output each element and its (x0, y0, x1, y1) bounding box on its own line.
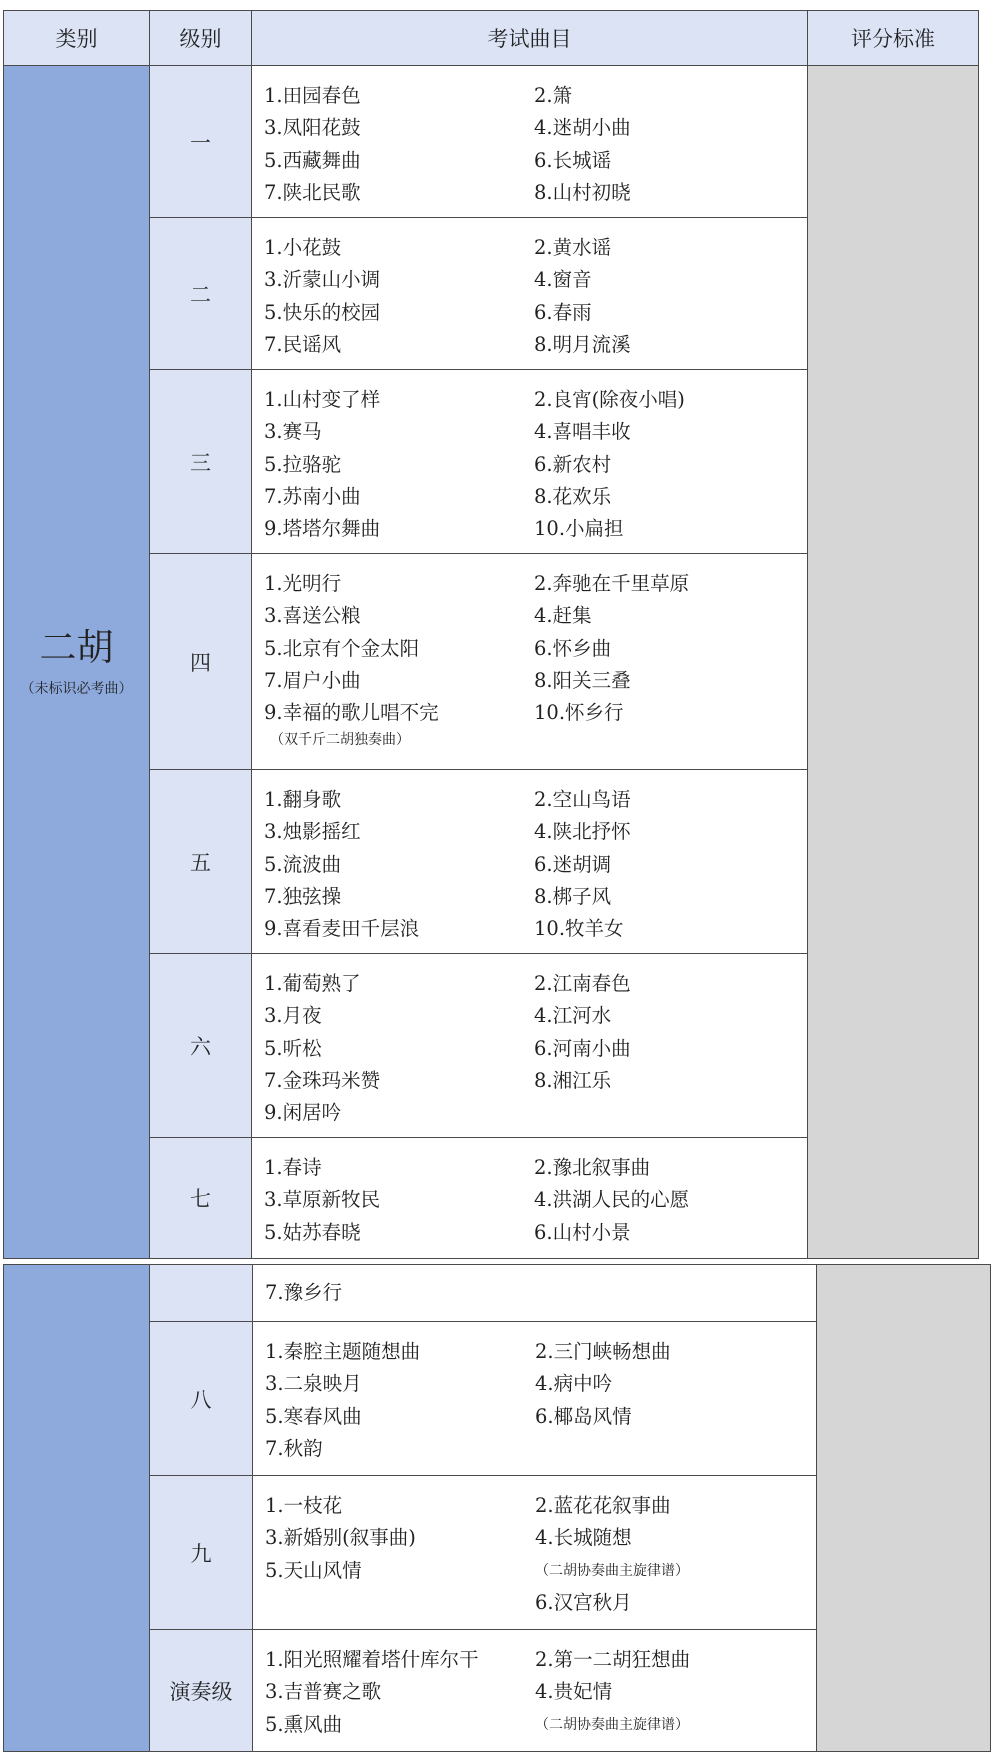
song-list (252, 218, 808, 370)
song-item: 5.快乐的校园 (264, 300, 381, 324)
song-item: 4.喜唱丰收 (534, 420, 631, 444)
song-item: 3.草原新牧民 (264, 1188, 381, 1212)
song-item: 1.小花鼓 (264, 236, 342, 259)
song-item: 1.秦腔主题随想曲 (265, 1340, 421, 1363)
song-item: 9.幸福的歌儿唱不完 (264, 701, 439, 725)
song-item: 2.蓝花花叙事曲 (535, 1494, 671, 1517)
song-item: 6.椰岛风情 (535, 1404, 632, 1428)
song-item: 2.箫 (534, 84, 573, 107)
song-item: 3.吉普赛之歌 (265, 1680, 382, 1704)
song-item: 5.姑苏春晓 (264, 1220, 361, 1244)
level-label: 八 (150, 1322, 253, 1476)
song-item: 1.山村变了样 (264, 388, 381, 411)
level-label: 五 (150, 770, 252, 954)
song-item: 6.山村小景 (534, 1220, 631, 1244)
level-row (4, 66, 979, 218)
song-list (252, 554, 808, 770)
song-item: 3.烛影摇红 (264, 820, 361, 844)
song-item: 7.秋韵 (265, 1436, 323, 1460)
song-item: 10.怀乡行 (534, 701, 624, 725)
song-item: 7.陕北民歌 (264, 180, 361, 204)
song-item: 5.拉骆驼 (264, 452, 342, 476)
song-item: 4.洪湖人民的心愿 (534, 1188, 690, 1212)
song-item: 7.豫乡行 (265, 1280, 343, 1304)
category-cell (4, 66, 150, 1259)
song-list (253, 1630, 817, 1752)
song-item: 2.第一二胡狂想曲 (535, 1648, 691, 1671)
song-note: （双千斤二胡独奏曲） (270, 732, 410, 749)
song-item: 5.西藏舞曲 (264, 148, 361, 172)
scoring-cell (808, 66, 979, 1259)
song-item: 2.豫北叙事曲 (534, 1156, 651, 1179)
song-item: 9.塔塔尔舞曲 (264, 517, 381, 541)
song-item: 9.闲居吟 (264, 1101, 342, 1125)
song-item: 4.窗音 (534, 268, 592, 292)
exam-table-page2 (3, 1264, 991, 1752)
song-item: 3.新婚别(叙事曲) (265, 1526, 416, 1550)
song-item: 6.怀乡曲 (534, 636, 612, 660)
level-label-continued (150, 1265, 253, 1322)
song-item: 4.贵妃情 (535, 1680, 613, 1704)
song-item: 3.喜送公粮 (264, 604, 361, 628)
song-item: 3.月夜 (264, 1004, 322, 1028)
song-item: 10.小扁担 (534, 517, 624, 541)
song-item: 5.北京有个金太阳 (264, 636, 420, 660)
song-item: 9.喜看麦田千层浪 (264, 917, 420, 941)
song-note: （二胡协奏曲主旋律谱） (535, 1716, 689, 1733)
song-item: 6.汉宫秋月 (535, 1590, 632, 1614)
song-list (252, 370, 808, 554)
song-item: 7.苏南小曲 (264, 484, 361, 508)
song-item: 1.春诗 (264, 1156, 322, 1179)
exam-table-page1 (3, 10, 979, 1259)
song-item: 8.梆子风 (534, 884, 612, 908)
song-item: 10.牧羊女 (534, 917, 624, 941)
level-label: 九 (150, 1476, 253, 1630)
song-item: 1.葡萄熟了 (264, 972, 361, 995)
song-item: 2.江南春色 (534, 972, 631, 995)
header-pieces: 考试曲目 (252, 11, 808, 66)
song-item: 2.三门峡畅想曲 (535, 1340, 671, 1363)
song-item: 4.迷胡小曲 (534, 116, 631, 140)
category-note: （未标识必考曲） (20, 681, 133, 698)
song-item: 6.长城谣 (534, 148, 612, 172)
song-item: 5.流波曲 (264, 852, 342, 876)
song-item: 8.阳关三叠 (534, 668, 631, 692)
continued-row (4, 1265, 991, 1322)
level-label: 七 (150, 1138, 252, 1259)
header-scoring: 评分标准 (808, 11, 979, 66)
song-item: 8.湘江乐 (534, 1068, 612, 1092)
song-item: 1.光明行 (264, 572, 342, 595)
song-item: 5.天山风情 (265, 1558, 362, 1582)
song-item: 7.独弦操 (264, 884, 342, 908)
song-item: 3.沂蒙山小调 (264, 268, 381, 292)
song-item: 8.山村初晓 (534, 180, 631, 204)
category-cell-continued (4, 1265, 150, 1752)
song-list (252, 1138, 808, 1259)
song-list (253, 1476, 817, 1630)
header-level: 级别 (150, 11, 252, 66)
song-item: 1.田园春色 (264, 84, 361, 107)
header-row (4, 11, 979, 66)
song-item: 4.病中吟 (535, 1372, 613, 1396)
song-item: 1.阳光照耀着塔什库尔干 (265, 1648, 479, 1671)
song-list (253, 1265, 817, 1322)
level-label: 演奏级 (150, 1630, 253, 1752)
song-item: 6.新农村 (534, 452, 612, 476)
song-list (253, 1322, 817, 1476)
song-item: 2.黄水谣 (534, 236, 612, 259)
category-name: 二胡 (39, 625, 114, 669)
song-list (252, 770, 808, 954)
song-item: 6.迷胡调 (534, 852, 612, 876)
song-item: 2.奔驰在千里草原 (534, 572, 690, 595)
level-label: 四 (150, 554, 252, 770)
song-item: 2.空山鸟语 (534, 788, 631, 811)
scoring-cell-continued (817, 1265, 991, 1752)
song-item: 6.春雨 (534, 300, 592, 324)
level-label: 一 (150, 66, 252, 218)
song-item: 5.熏风曲 (265, 1712, 343, 1736)
song-item: 3.赛马 (264, 420, 322, 444)
song-item: 2.良宵(除夜小唱) (534, 388, 685, 411)
song-list (252, 954, 808, 1138)
song-item: 6.河南小曲 (534, 1036, 631, 1060)
song-note: （二胡协奏曲主旋律谱） (535, 1562, 689, 1579)
header-category: 类别 (4, 11, 150, 66)
song-item: 7.民谣风 (264, 332, 342, 356)
song-item: 5.寒春风曲 (265, 1404, 362, 1428)
level-label: 六 (150, 954, 252, 1138)
song-item: 4.陕北抒怀 (534, 820, 631, 844)
song-item: 8.明月流溪 (534, 332, 631, 356)
song-item: 7.眉户小曲 (264, 668, 361, 692)
song-item: 5.听松 (264, 1036, 322, 1060)
level-label: 二 (150, 218, 252, 370)
song-item: 1.一枝花 (265, 1494, 343, 1517)
song-item: 7.金珠玛米赞 (264, 1068, 381, 1092)
song-item: 4.江河水 (534, 1004, 612, 1028)
song-item: 4.长城随想 (535, 1526, 632, 1550)
song-item: 1.翻身歌 (264, 788, 342, 811)
song-list (252, 66, 808, 218)
song-item: 3.凤阳花鼓 (264, 116, 361, 140)
level-label: 三 (150, 370, 252, 554)
song-item: 8.花欢乐 (534, 484, 612, 508)
song-item: 3.二泉映月 (265, 1372, 362, 1396)
song-item: 4.赶集 (534, 604, 592, 628)
